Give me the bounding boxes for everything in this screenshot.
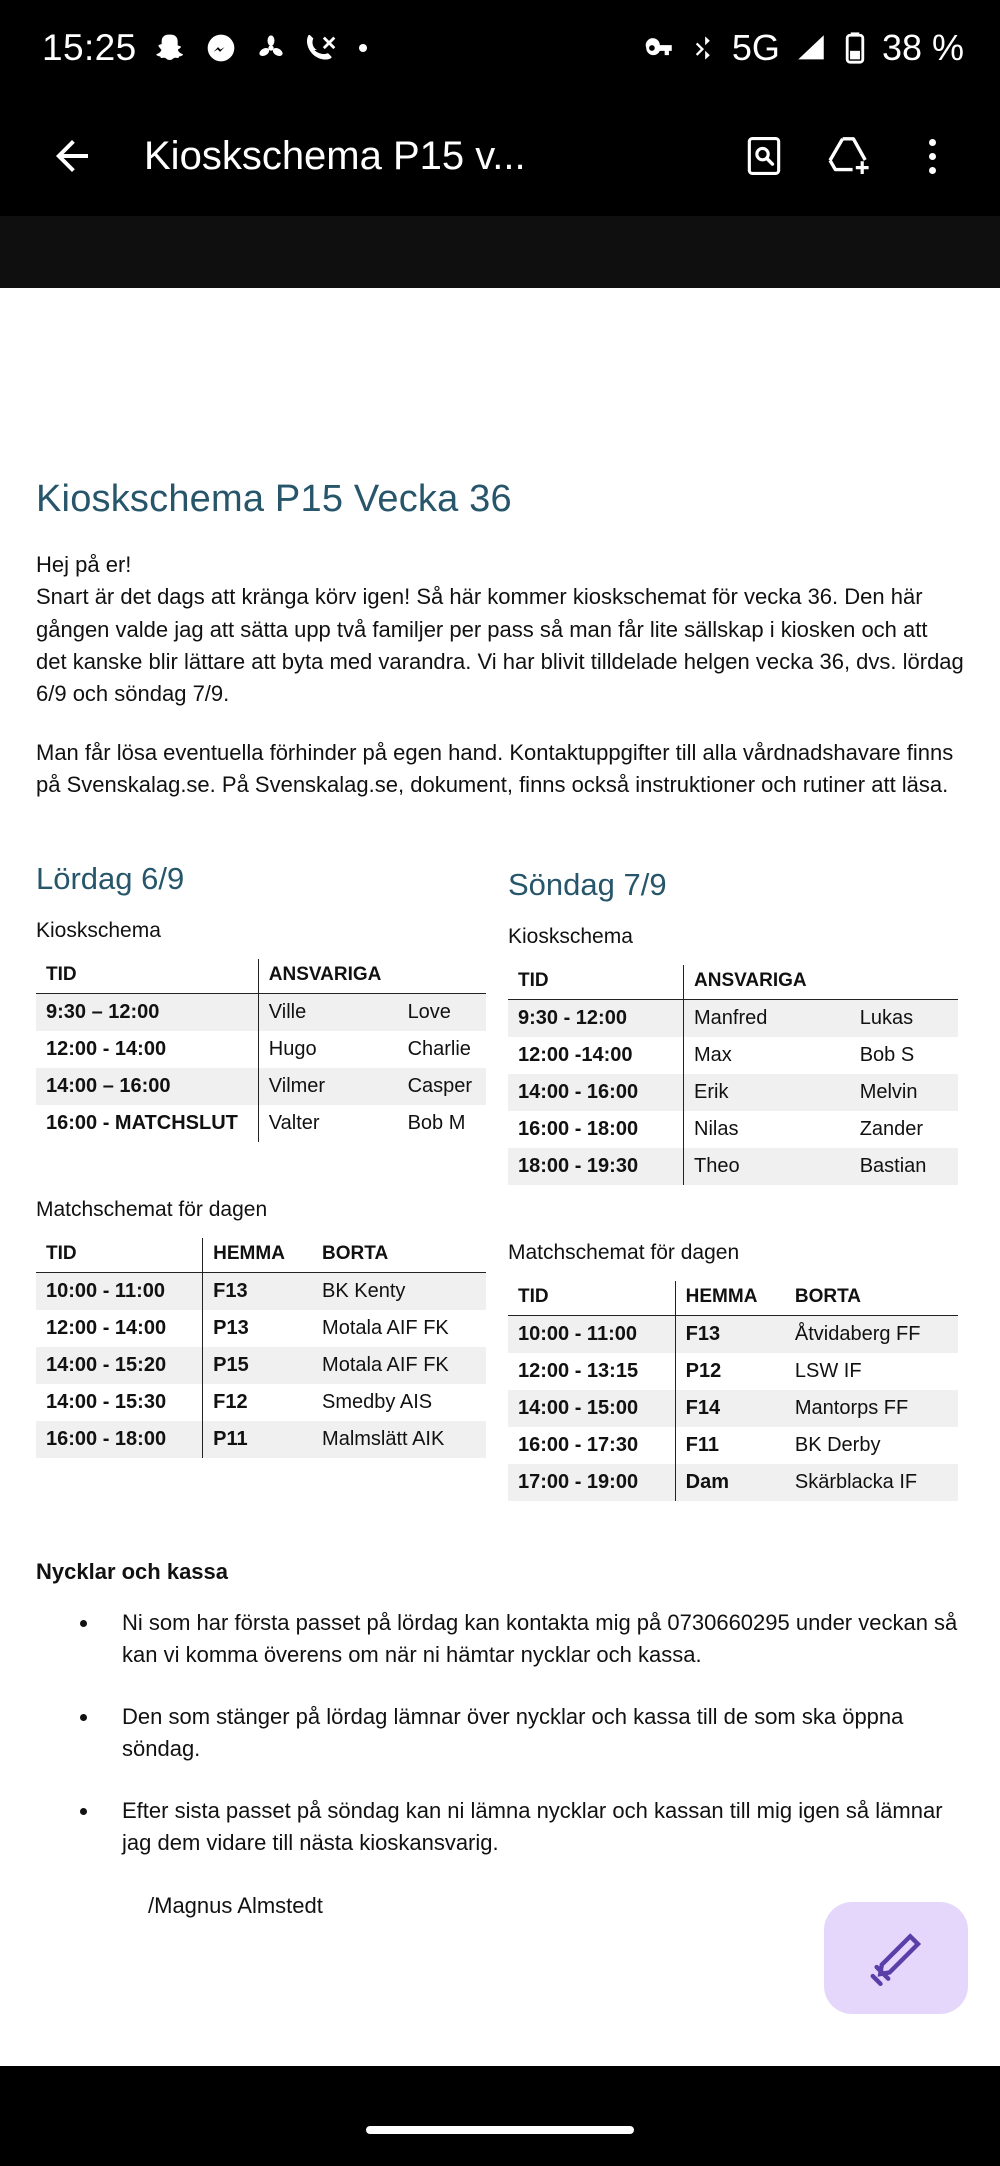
col-hemma: HEMMA: [675, 1281, 785, 1316]
snapchat-icon: [155, 32, 187, 64]
table-header-row: [508, 965, 958, 1000]
table-row: [36, 1310, 486, 1347]
home-indicator[interactable]: [366, 2126, 634, 2134]
table-row: [508, 1390, 958, 1427]
col-tid: TID: [36, 959, 258, 994]
col-ansvariga: ANSVARIGA: [684, 965, 850, 1000]
table-row: [36, 1421, 486, 1458]
cell-person-1: Manfred: [684, 1000, 850, 1038]
cell-away: Åtvidaberg FF: [785, 1316, 958, 1354]
saturday-title: Lördag 6/9: [36, 861, 185, 897]
cell-away: Malmslätt AIK: [312, 1421, 486, 1458]
add-to-drive-icon[interactable]: [810, 118, 886, 194]
cell-time: 14:00 - 15:00: [508, 1390, 675, 1427]
day-columns: [36, 861, 964, 1501]
cell-person-1: Nilas: [694, 1118, 739, 1141]
table-header-row: [508, 1281, 958, 1316]
col-borta: BORTA: [785, 1281, 958, 1316]
app-icon: [255, 32, 287, 64]
cell-time: 14:00 – 16:00: [36, 1068, 258, 1105]
cell-home: P12: [685, 1360, 722, 1383]
cell-time: 12:00 - 14:00: [36, 1031, 258, 1068]
document-canvas[interactable]: [0, 288, 1000, 2066]
navigation-bar: [0, 2066, 1000, 2166]
status-bar-right: [642, 27, 964, 69]
cell-away: BK Derby: [794, 1434, 881, 1457]
table-header-row: [36, 959, 486, 994]
table-row: [508, 1148, 958, 1185]
table-row: [36, 1105, 486, 1142]
cell-person-2: Love: [398, 994, 486, 1032]
battery-percent: 38 %: [881, 27, 964, 68]
cell-person-2: Charlie: [407, 1038, 471, 1061]
col-tid: TID: [508, 1281, 675, 1316]
cell-person-1: Max: [694, 1044, 732, 1067]
cell-person-2: Bastian: [850, 1148, 958, 1185]
missed-call-icon: [305, 31, 339, 65]
table-header-row: [36, 1238, 486, 1273]
cell-person-2: Zander: [859, 1118, 924, 1141]
paragraph-2: Man får lösa eventuella förhinder på egen hand. Kontaktuppgifter till alla vårdnadshavare finns på Svenskalag.se. På Svenskalag.se, dokument, finns också instruktioner och rutiner att läsa.: [36, 739, 954, 797]
cell-person-1: Valter: [268, 1112, 320, 1135]
cell-person-1: Theo: [684, 1148, 850, 1185]
sunday-kiosk-table: [508, 965, 958, 1185]
cell-time: 14:00 - 15:30: [36, 1384, 203, 1421]
col-tid: TID: [36, 1238, 203, 1273]
kebab-dots: [929, 139, 936, 174]
table-row: [36, 994, 486, 1032]
battery-icon: [842, 31, 868, 65]
cell-home: F13: [675, 1316, 785, 1354]
col-tid: TID: [508, 965, 684, 1000]
status-bar: [0, 0, 1000, 96]
paragraph-1: Snart är det dags att kränga körv igen! Så här kommer kioskschemat för vecka 36. Den här gången valde jag att sätta upp två familjer per pass så man får lite sällskap i kiosken och att det kanske blir lättare att byta med varandra. Vi har blivit tilldelade helgen vecka 36, dvs. lördag 6/9 och söndag 7/9.: [36, 584, 964, 707]
table-row: [508, 1037, 958, 1074]
dot-icon: [357, 42, 369, 54]
table-row: [36, 1384, 486, 1421]
sunday-title: Söndag 7/9: [508, 867, 667, 903]
cell-away: Smedby AIS: [322, 1391, 433, 1414]
col-ansvariga: ANSVARIGA: [258, 959, 397, 994]
table-row: [36, 1068, 486, 1105]
cell-time: 14:00 - 16:00: [508, 1074, 684, 1111]
intro-greeting: Hej på er!: [36, 552, 132, 577]
cell-away: Skärblacka IF: [785, 1464, 958, 1501]
cell-person-1: Vilmer: [258, 1068, 397, 1105]
cell-home: P13: [213, 1317, 249, 1340]
list-item: • Den som stänger på lördag lämnar över nycklar och kassa till de som ska öppna söndag.: [100, 1701, 964, 1765]
saturday-column: [36, 861, 492, 1501]
sunday-match-table: [508, 1281, 958, 1501]
list-item: • Efter sista passet på söndag kan ni lämna nycklar och kassan till mig igen så lämnar jag dem vidare till nästa kioskansvarig.: [100, 1795, 964, 1859]
bluetooth-icon: [690, 34, 718, 62]
cell-home: F12: [213, 1391, 248, 1414]
cell-person-1: Hugo: [268, 1038, 317, 1061]
cell-time: 10:00 - 11:00: [508, 1316, 675, 1354]
cell-person-2: Casper: [398, 1068, 486, 1105]
signature: /Magnus Almstedt: [148, 1892, 323, 1918]
cell-time: 16:00 - 18:00: [36, 1421, 203, 1458]
appbar-shadow-filler: [0, 216, 1000, 288]
cell-home: P15: [203, 1347, 312, 1384]
saturday-match-table: [36, 1238, 486, 1458]
cell-away: LSW IF: [794, 1360, 862, 1383]
col-ansvariga-2: [850, 965, 958, 1000]
cell-person-1: Erik: [684, 1074, 850, 1111]
cell-time: 9:30 - 12:00: [508, 1000, 684, 1038]
edit-pencil-icon[interactable]: [824, 1902, 968, 2014]
signal-icon: [794, 31, 828, 65]
network-type: 5G: [731, 27, 780, 68]
app-bar: [0, 96, 1000, 216]
cell-home: F13: [203, 1273, 312, 1311]
messenger-icon: [205, 32, 237, 64]
keys-section-title: Nycklar och kassa: [36, 1559, 229, 1585]
col-borta: BORTA: [312, 1238, 486, 1273]
table-row: [36, 1273, 486, 1311]
cell-away: BK Kenty: [312, 1273, 486, 1311]
cell-home: P11: [203, 1421, 312, 1458]
cell-time: 16:00 - MATCHSLUT: [36, 1105, 258, 1142]
table-row: [36, 1031, 486, 1068]
table-row: [508, 1427, 958, 1464]
saturday-kiosk-label: Kioskschema: [36, 919, 161, 943]
cell-away: Mantorps FF: [785, 1390, 958, 1427]
overflow-menu-icon[interactable]: [894, 118, 970, 194]
cell-person-2: Lukas: [850, 1000, 958, 1038]
cell-time: 18:00 - 19:30: [508, 1148, 684, 1185]
list-item: • Ni som har första passet på lördag kan kontakta mig på 0730660295 under veckan så kan vi komma överens om när ni hämtar nycklar och kassa.: [100, 1607, 964, 1671]
search-document-icon[interactable]: [726, 118, 802, 194]
sunday-column: [508, 861, 964, 1501]
cell-away: Motala AIF FK: [312, 1347, 486, 1384]
clock: 15:25: [42, 27, 137, 68]
cell-home: Dam: [675, 1464, 785, 1501]
page-title: Kioskschema P15 v...: [144, 133, 526, 178]
cell-home: F11: [685, 1434, 719, 1457]
sunday-match-block: [508, 1241, 964, 1501]
sunday-match-label: Matchschemat för dagen: [508, 1241, 740, 1265]
sunday-kiosk-label: Kioskschema: [508, 925, 633, 949]
cell-person-1: Ville: [258, 994, 397, 1032]
document-title: Kioskschema P15 Vecka 36: [36, 478, 512, 520]
cell-time: 10:00 - 11:00: [36, 1273, 203, 1311]
cell-person-2: Bob S: [859, 1044, 915, 1067]
cell-person-2: Bob M: [407, 1112, 466, 1135]
cell-time: 16:00 - 18:00: [508, 1111, 684, 1148]
cell-time: 12:00 - 13:15: [508, 1353, 675, 1390]
cell-away: Motala AIF FK: [322, 1317, 449, 1340]
table-row: [508, 1464, 958, 1501]
cell-home: F14: [675, 1390, 785, 1427]
col-ansvariga-2: [398, 959, 486, 994]
cell-time: 12:00 -14:00: [508, 1037, 684, 1074]
cell-time: 9:30 – 12:00: [36, 994, 258, 1032]
table-row: [36, 1347, 486, 1384]
table-row: [508, 1316, 958, 1354]
saturday-match-block: [36, 1198, 492, 1458]
col-hemma: HEMMA: [203, 1238, 312, 1273]
table-row: [508, 1000, 958, 1038]
cell-person-2: Melvin: [850, 1074, 958, 1111]
keys-bullet-list: [100, 1607, 964, 1858]
cell-time: 16:00 - 17:30: [508, 1427, 675, 1464]
table-row: [508, 1353, 958, 1390]
saturday-kiosk-table: [36, 959, 486, 1142]
table-row: [508, 1111, 958, 1148]
status-bar-left: [42, 27, 369, 69]
cell-time: 14:00 - 15:20: [36, 1347, 203, 1384]
back-button[interactable]: [34, 118, 110, 194]
saturday-match-label: Matchschemat för dagen: [36, 1198, 268, 1222]
cell-time: 17:00 - 19:00: [508, 1464, 675, 1501]
document-body: [36, 288, 964, 1919]
vpn-key-icon: [642, 31, 676, 65]
cell-time: 12:00 - 14:00: [36, 1310, 203, 1347]
table-row: [508, 1074, 958, 1111]
